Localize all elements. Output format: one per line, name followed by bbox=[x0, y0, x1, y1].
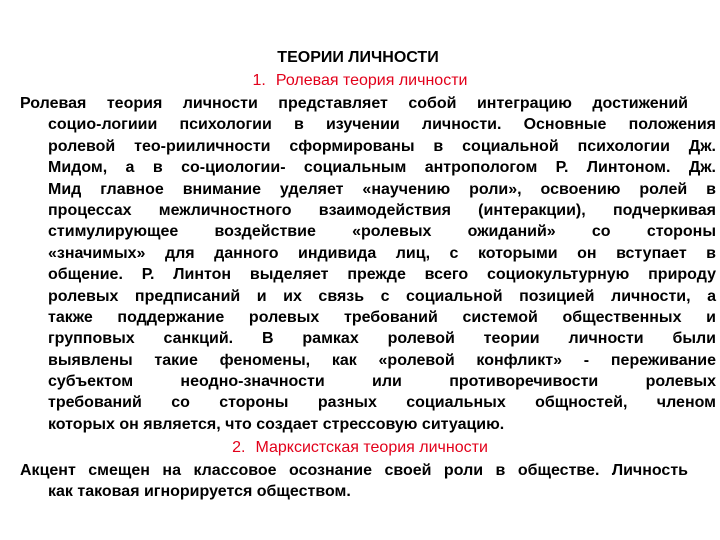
paragraph-line: ролевой тео-рииличности сформированы в социальной психологии Дж. bbox=[48, 137, 716, 155]
section-2-heading bbox=[0, 439, 720, 457]
paragraph-line: как таковая игнорируется обществом. bbox=[48, 483, 351, 501]
paragraph-line: общение. Р. Линтон выделяет прежде всего социокультурную природу bbox=[48, 266, 716, 284]
paragraph-line: «значимых» для данного индивида лиц, с которыми он вступает в bbox=[48, 244, 716, 262]
paragraph-line: Акцент смещен на классовое осознание своей роли в обществе. Личность bbox=[20, 462, 688, 479]
section-1-heading bbox=[0, 72, 720, 90]
section-2-paragraph bbox=[20, 460, 700, 503]
section-2-heading-text: Марксистская теория личности bbox=[255, 439, 488, 456]
section-1-number: 1. bbox=[252, 72, 266, 89]
paragraph-line: Мидом, а в со-циологии- социальным антропологом Р. Линтоном. Дж. bbox=[48, 159, 716, 177]
slide-title: ТЕОРИИ ЛИЧНОСТИ bbox=[277, 49, 439, 66]
paragraph-line: социо-логиии психологии в изучении личности. Основные положения bbox=[48, 116, 716, 134]
paragraph-line: групповых санкций. В рамках ролевой теории личности были bbox=[48, 330, 716, 348]
section-2-number: 2. bbox=[232, 439, 246, 456]
paragraph-line: Мид главное внимание уделяет «научению роли», освоению ролей в bbox=[48, 180, 716, 198]
paragraph-line: процессах межличностного взаимодействия (интеракции), подчеркивая bbox=[48, 201, 716, 219]
paragraph-line: которых он является, что создает стрессовую ситуацию. bbox=[48, 415, 505, 433]
paragraph-line: ролевых предписаний и их связь с социальной позицией личности, а bbox=[48, 287, 716, 305]
section-1-heading-text: Ролевая теория личности bbox=[275, 72, 468, 89]
paragraph-line: выявлены такие феномены, как «ролевой конфликт» - переживание bbox=[48, 351, 716, 369]
paragraph-line: требований со стороны разных социальных общностей, членом bbox=[48, 394, 716, 412]
paragraph-line: Ролевая теория личности представляет собой интеграцию достижений bbox=[20, 95, 688, 112]
paragraph-line: стимулирующее воздействие «ролевых ожиданий» со стороны bbox=[48, 223, 716, 241]
paragraph-line: также поддержание ролевых требований системой общественных и bbox=[48, 308, 716, 326]
paragraph-line: субъектом неодно-значности или противоречивости ролевых bbox=[48, 373, 716, 391]
section-1-paragraph bbox=[20, 93, 716, 435]
